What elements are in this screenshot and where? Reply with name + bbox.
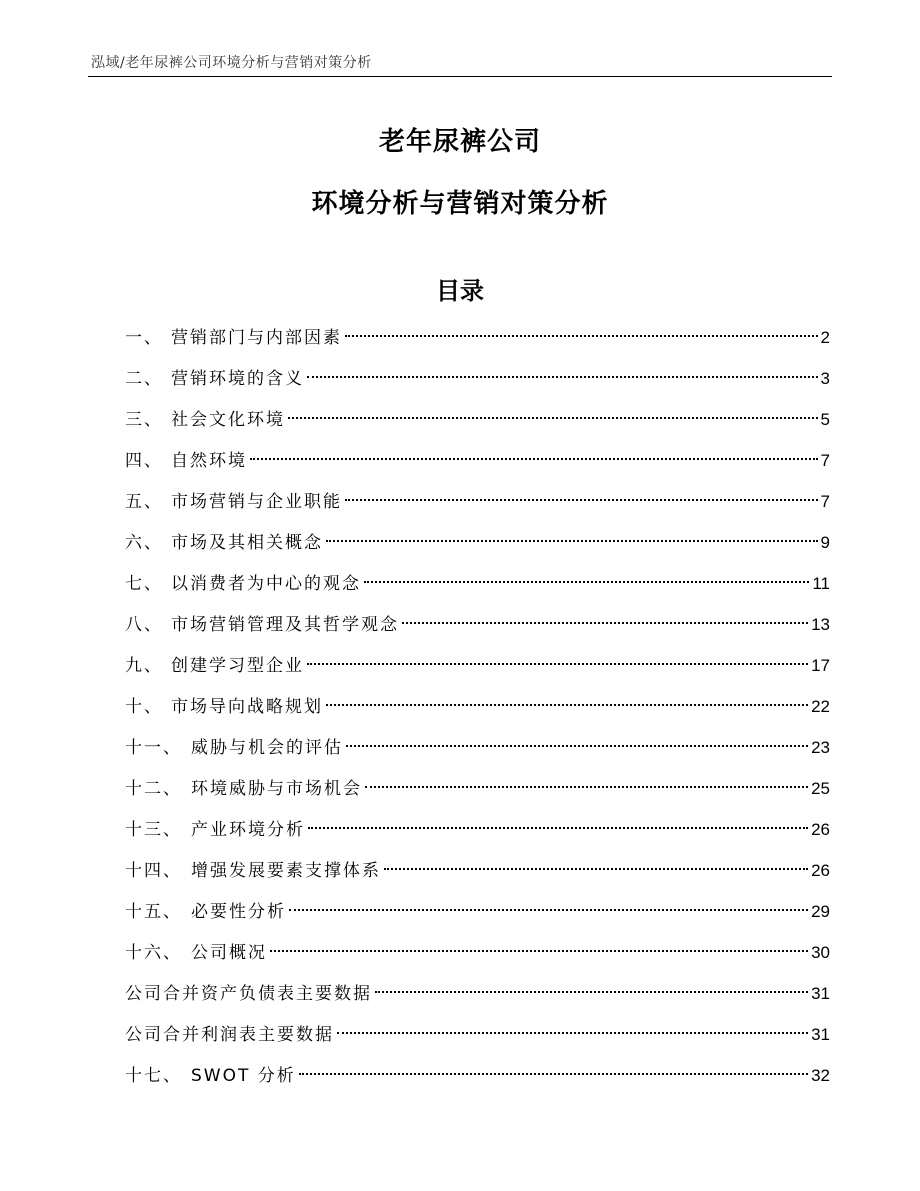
toc-entry[interactable]: [125, 563, 830, 604]
toc-entry-page: 7: [820, 451, 830, 470]
toc-dot-leader: [289, 909, 808, 911]
toc-entry-page: 11: [812, 574, 830, 593]
toc-dot-leader: [345, 335, 818, 337]
toc-entry[interactable]: [125, 809, 830, 850]
toc-dot-leader: [337, 1032, 808, 1034]
toc-entry[interactable]: [125, 604, 830, 645]
toc-dot-leader: [402, 622, 808, 624]
toc-entry-page: 13: [811, 615, 830, 634]
toc-entry-number: 十四、: [125, 861, 182, 881]
toc-dot-leader: [375, 991, 808, 993]
toc-dot-leader: [345, 499, 818, 501]
toc-entry-title: 必要性分析: [191, 902, 286, 922]
toc-entry-title: 产业环境分析: [191, 820, 305, 840]
toc-entry-number: 六、: [125, 533, 163, 553]
toc-entry-title: 市场及其相关概念: [171, 533, 323, 553]
toc-entry-title: 社会文化环境: [171, 410, 285, 430]
toc-dot-leader: [326, 704, 808, 706]
table-of-contents: [125, 317, 830, 1096]
toc-entry-number: 七、: [125, 574, 163, 594]
toc-entry-number: 四、: [125, 451, 163, 471]
toc-entry-title: 市场导向战略规划: [171, 697, 323, 717]
toc-entry-page: 31: [811, 984, 830, 1003]
toc-dot-leader: [346, 745, 808, 747]
toc-entry-page: 31: [811, 1025, 830, 1044]
toc-entry[interactable]: [125, 1055, 830, 1096]
toc-entry[interactable]: [125, 522, 830, 563]
toc-dot-leader: [307, 663, 808, 665]
running-header: 泓域/老年尿裤公司环境分析与营销对策分析: [91, 55, 372, 71]
toc-entry[interactable]: [125, 768, 830, 809]
toc-entry-title: 公司合并资产负债表主要数据: [125, 984, 372, 1004]
toc-entry-page: 17: [811, 656, 830, 675]
toc-heading: 目录: [436, 277, 484, 305]
toc-dot-leader: [250, 458, 818, 460]
toc-dot-leader: [364, 581, 809, 583]
toc-dot-leader: [326, 540, 818, 542]
document-title-line1: 老年尿裤公司: [378, 127, 541, 157]
toc-entry[interactable]: [125, 440, 830, 481]
toc-entry-title: 以消费者为中心的观念: [171, 574, 361, 594]
toc-entry[interactable]: [125, 932, 830, 973]
toc-entry-number: 九、: [125, 656, 163, 676]
toc-entry-page: 5: [820, 410, 830, 429]
toc-entry-number: 十二、: [125, 779, 182, 799]
toc-entry-page: 26: [811, 820, 830, 839]
toc-entry-number: 十五、: [125, 902, 182, 922]
toc-entry[interactable]: [125, 850, 830, 891]
toc-entry-page: 2: [820, 328, 830, 347]
toc-entry-number: 三、: [125, 410, 163, 430]
toc-entry-page: 23: [811, 738, 830, 757]
toc-entry-number: 一、: [125, 328, 163, 348]
toc-entry-page: 26: [811, 861, 830, 880]
toc-entry-number: 十、: [125, 697, 163, 717]
toc-entry-title: 公司概况: [191, 943, 267, 963]
document-title-line2: 环境分析与营销对策分析: [311, 189, 609, 219]
toc-dot-leader: [365, 786, 808, 788]
toc-entry-page: 3: [820, 369, 830, 388]
toc-entry-number: 五、: [125, 492, 163, 512]
toc-dot-leader: [288, 417, 818, 419]
toc-entry[interactable]: [125, 481, 830, 522]
toc-entry-title: SWOT 分析: [191, 1066, 296, 1086]
toc-entry-number: 十一、: [125, 738, 182, 758]
toc-dot-leader: [307, 376, 818, 378]
toc-dot-leader: [384, 868, 808, 870]
toc-entry[interactable]: [125, 645, 830, 686]
toc-entry-title: 营销部门与内部因素: [171, 328, 342, 348]
toc-entry-number: 十七、: [125, 1066, 182, 1086]
toc-dot-leader: [270, 950, 808, 952]
toc-entry-number: 八、: [125, 615, 163, 635]
toc-entry-title: 环境威胁与市场机会: [191, 779, 362, 799]
toc-entry-title: 营销环境的含义: [171, 369, 304, 389]
toc-entry-number: 十三、: [125, 820, 182, 840]
toc-entry-number: 十六、: [125, 943, 182, 963]
toc-dot-leader: [299, 1073, 808, 1075]
toc-entry[interactable]: [125, 399, 830, 440]
toc-entry-page: 32: [811, 1066, 830, 1085]
toc-entry-page: 9: [820, 533, 830, 552]
toc-entry-page: 29: [811, 902, 830, 921]
toc-entry-page: 30: [811, 943, 830, 962]
toc-entry-page: 25: [811, 779, 830, 798]
toc-entry[interactable]: [125, 317, 830, 358]
toc-entry-title: 自然环境: [171, 451, 247, 471]
toc-entry-title: 市场营销与企业职能: [171, 492, 342, 512]
toc-entry-title: 创建学习型企业: [171, 656, 304, 676]
toc-entry-title: 增强发展要素支撑体系: [191, 861, 381, 881]
header-divider: [88, 76, 832, 77]
toc-entry-page: 22: [811, 697, 830, 716]
toc-entry-title: 威胁与机会的评估: [191, 738, 343, 758]
toc-dot-leader: [308, 827, 808, 829]
toc-entry[interactable]: [125, 686, 830, 727]
toc-entry-title: 市场营销管理及其哲学观念: [171, 615, 399, 635]
toc-entry[interactable]: [125, 1014, 830, 1055]
toc-entry[interactable]: [125, 727, 830, 768]
toc-entry[interactable]: [125, 973, 830, 1014]
toc-entry-page: 7: [820, 492, 830, 511]
toc-entry-title: 公司合并利润表主要数据: [125, 1025, 334, 1045]
toc-entry[interactable]: [125, 358, 830, 399]
toc-entry-number: 二、: [125, 369, 163, 389]
toc-entry[interactable]: [125, 891, 830, 932]
